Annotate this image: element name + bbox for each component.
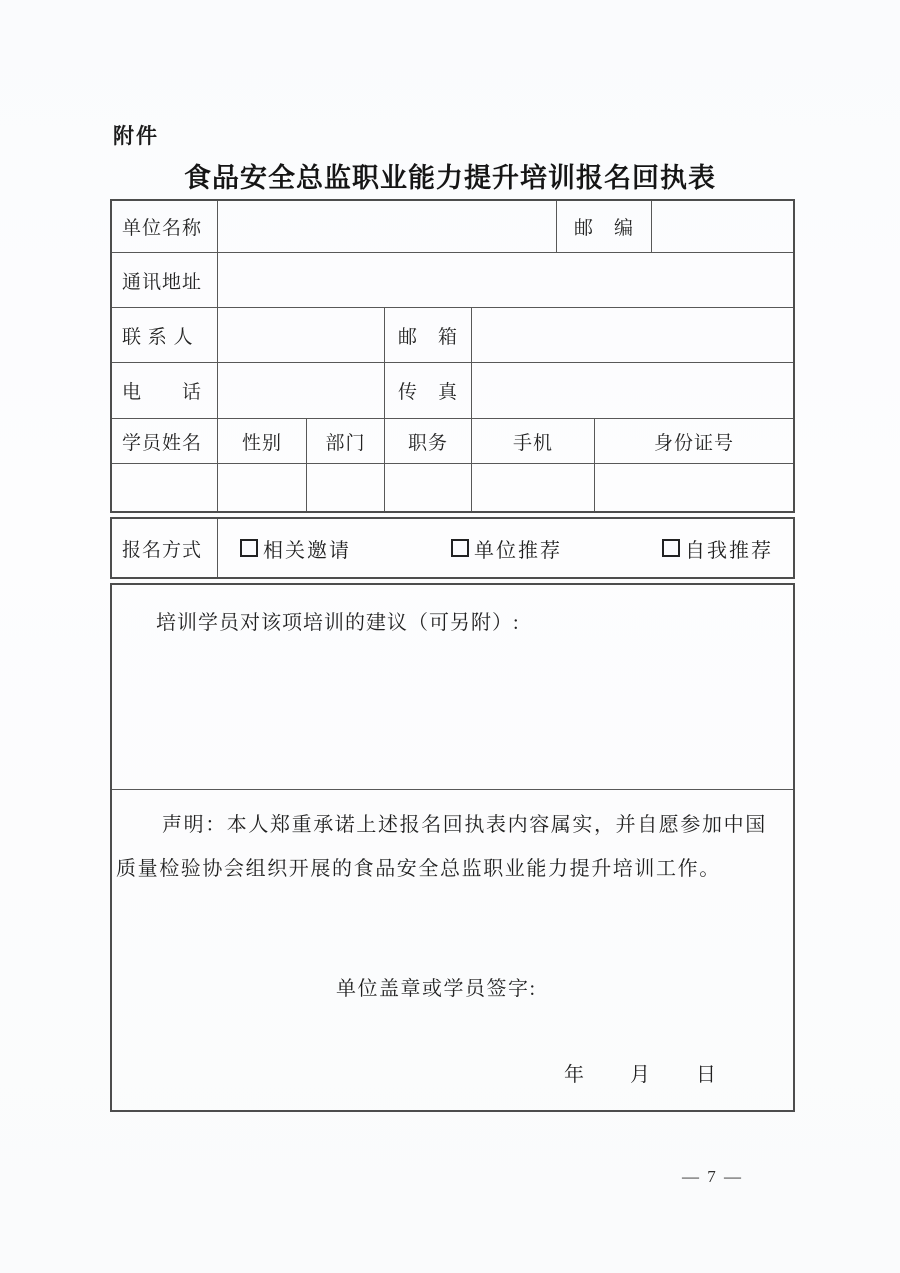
fax-label-cell — [385, 363, 472, 418]
student-header-row — [112, 419, 793, 464]
unchecked-checkbox-icon — [451, 539, 469, 557]
email-value-cell — [472, 308, 793, 362]
phone-label: 电 话 — [122, 382, 203, 403]
registration-method-table — [110, 517, 795, 579]
unit-name-label: 单位名称 — [122, 218, 203, 239]
phone-row — [112, 363, 793, 419]
suggestion-declaration-table — [110, 583, 795, 1112]
declaration-line-1: 声明：本人郑重承诺上述报名回执表内容属实，并自愿参加中国 — [162, 813, 767, 836]
registration-method-options-cell — [218, 519, 793, 577]
address-row — [112, 253, 793, 308]
postal-code-label-cell — [557, 201, 652, 252]
attachment-label: 附件 — [113, 125, 159, 148]
email-label: 邮 箱 — [397, 326, 458, 348]
gender-header: 性别 — [241, 432, 282, 454]
mobile-empty-cell — [472, 464, 595, 511]
option-invitation-label: 相关邀请 — [263, 539, 351, 562]
phone-value-cell — [218, 363, 385, 418]
postal-code-label: 邮 编 — [573, 218, 634, 239]
address-label-cell — [112, 253, 218, 307]
student-name-header-cell — [112, 419, 218, 463]
department-empty-cell — [307, 464, 385, 511]
id-number-header: 身份证号 — [653, 432, 734, 454]
suggestion-section — [112, 585, 793, 790]
department-header: 部门 — [325, 432, 366, 454]
unchecked-checkbox-icon — [240, 539, 258, 557]
gender-empty-cell — [218, 464, 307, 511]
contact-label-cell — [112, 308, 218, 362]
date-label: 年 月 日 — [564, 1063, 718, 1086]
phone-label-cell — [112, 363, 218, 418]
position-empty-cell — [385, 464, 472, 511]
position-header-cell — [385, 419, 472, 463]
declaration-line-2: 质量检验协会组织开展的食品安全总监职业能力提升培训工作。 — [116, 857, 721, 880]
fax-label: 传 真 — [397, 382, 458, 403]
registration-method-label-cell — [112, 519, 218, 577]
student-name-header: 学员姓名 — [122, 432, 203, 454]
student-empty-row — [112, 464, 793, 511]
contact-label: 联 系 人 — [122, 326, 194, 348]
address-label: 通讯地址 — [122, 271, 203, 293]
postal-code-value-cell — [652, 201, 793, 252]
option-self-recommendation-label: 自我推荐 — [685, 539, 773, 562]
position-header: 职务 — [407, 432, 448, 454]
page-number: — 7 — — [682, 1167, 743, 1186]
mobile-header: 手机 — [512, 432, 553, 454]
option-self-recommendation — [662, 534, 773, 563]
option-unit-recommendation-label: 单位推荐 — [474, 539, 562, 562]
suggestion-label: 培训学员对该项培训的建议（可另附）: — [156, 612, 520, 634]
option-unit-recommendation — [451, 534, 562, 563]
signature-label: 单位盖章或学员签字: — [336, 977, 537, 1000]
registration-method-label: 报名方式 — [122, 539, 203, 561]
department-header-cell — [307, 419, 385, 463]
student-name-empty-cell — [112, 464, 218, 511]
declaration-section — [112, 790, 793, 1111]
registration-method-row — [112, 519, 793, 577]
id-number-empty-cell — [595, 464, 793, 511]
fax-value-cell — [472, 363, 793, 418]
unit-name-row — [112, 201, 793, 253]
unit-name-value-cell — [218, 201, 557, 252]
gender-header-cell — [218, 419, 307, 463]
id-number-header-cell — [595, 419, 793, 463]
unchecked-checkbox-icon — [662, 539, 680, 557]
email-label-cell — [385, 308, 472, 362]
contact-value-cell — [218, 308, 385, 362]
contact-row — [112, 308, 793, 363]
page-title: 食品安全总监职业能力提升培训报名回执表 — [184, 163, 716, 193]
address-value-cell — [218, 253, 793, 307]
mobile-header-cell — [472, 419, 595, 463]
option-invitation — [240, 534, 351, 563]
unit-name-label-cell — [112, 201, 218, 252]
contact-info-table — [110, 199, 795, 513]
